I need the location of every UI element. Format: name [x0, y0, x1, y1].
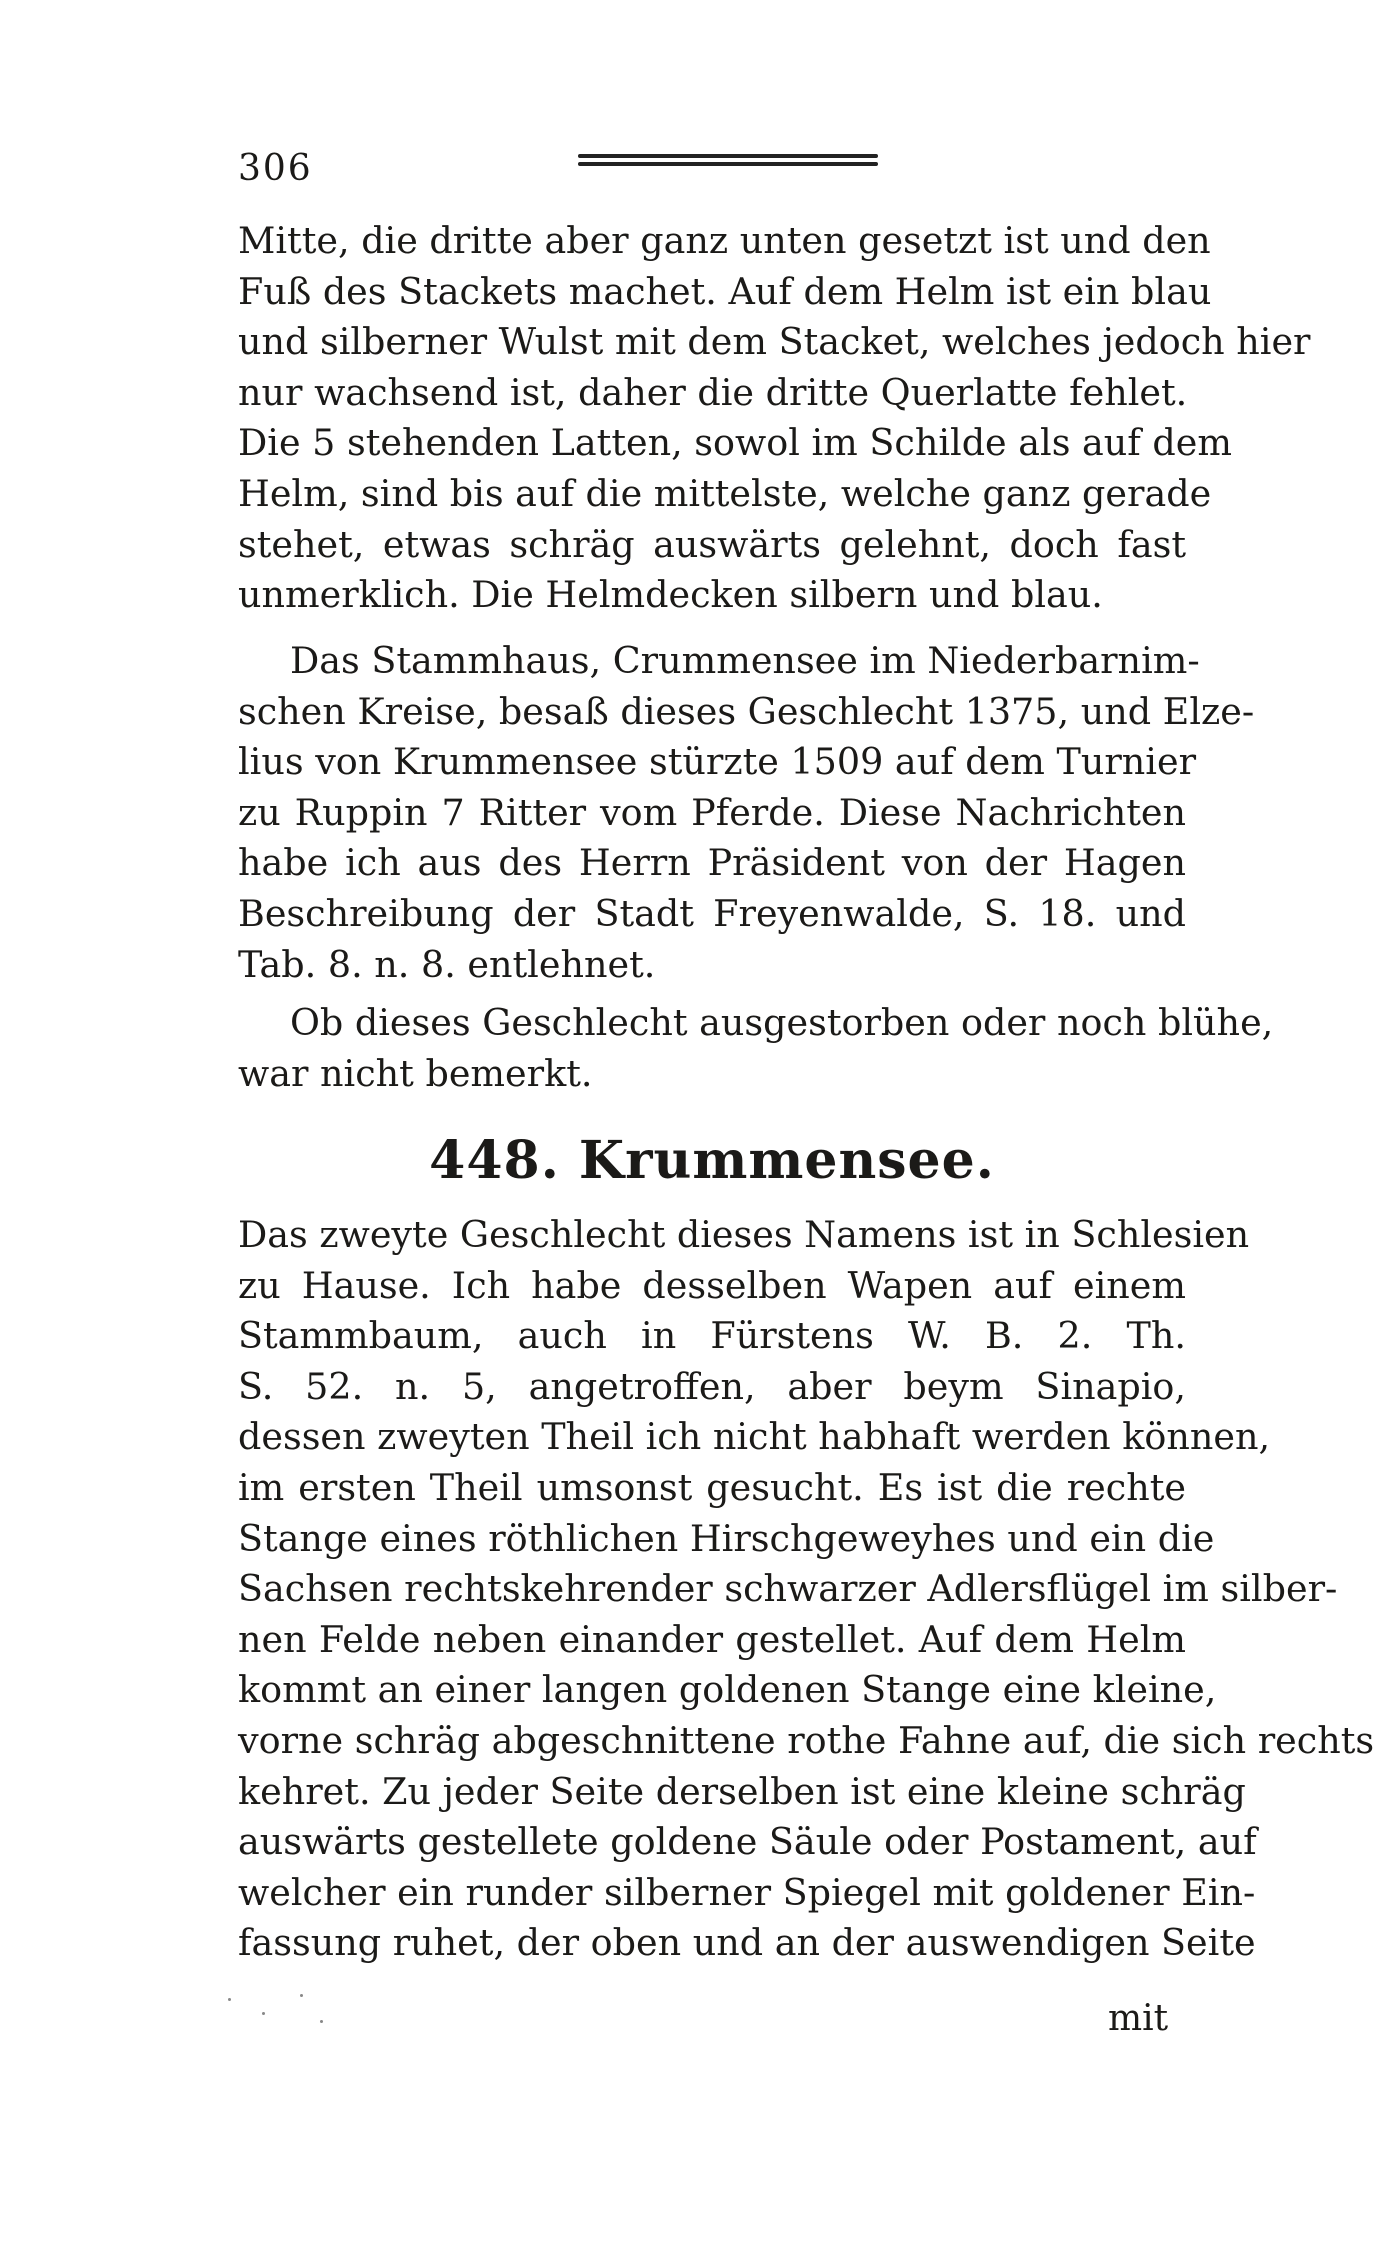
text-line: dessen zweyten Theil ich nicht habhaft werden können,: [238, 1415, 1271, 1459]
text-line: kehret. Zu jeder Seite derselben ist eine kleine schräg: [238, 1769, 1246, 1813]
text-line: nur wachsend ist, daher die dritte Querlatte fehlet.: [238, 370, 1188, 414]
text-line: zu Ruppin 7 Ritter vom Pferde. Diese Nachrichten: [238, 790, 1186, 834]
text-line: Das zweyte Geschlecht dieses Namens ist in Schlesien: [238, 1213, 1250, 1256]
text-line: kommt an einer langen goldenen Stange eine kleine,: [238, 1668, 1217, 1712]
text-line: und silberner Wulst mit dem Stacket, welches jedoch hier: [238, 320, 1311, 364]
text-line: Stange eines röthlichen Hirschgeweyhes und ein die: [238, 1516, 1215, 1560]
text-line: Stammbaum, auch in Fürstens W. B. 2. Th.: [238, 1314, 1186, 1358]
text-line: Ob dieses Geschlecht ausgestorben oder noch blühe,: [290, 1001, 1274, 1044]
text-line: Helm, sind bis auf die mittelste, welche ganz gerade: [238, 471, 1212, 515]
paragraph-1: [238, 216, 1311, 621]
page-header: [238, 140, 878, 200]
text-line: im ersten Theil umsonst gesucht. Es ist die rechte: [238, 1465, 1186, 1509]
text-line: lius von Krummensee stürzte 1509 auf dem Turnier: [238, 740, 1197, 784]
text-line: Beschreibung der Stadt Freyenwalde, S. 18. und: [238, 891, 1186, 935]
catchword: mit: [1108, 1998, 1169, 2039]
paragraph-4: [238, 1210, 1374, 1969]
text-line: vorne schräg abgeschnittene rothe Fahne auf, die sich rechts: [238, 1718, 1374, 1762]
text-line: welcher ein runder silberner Spiegel mit goldener Ein-: [238, 1870, 1256, 1914]
text-line: S. 52. n. 5, angetroffen, aber beym Sinapio,: [238, 1364, 1186, 1408]
text-line: Die 5 stehenden Latten, sowol im Schilde als auf dem: [238, 421, 1232, 465]
text-line: Das Stammhaus, Crummensee im Niederbarnim-: [290, 639, 1200, 682]
text-line: zu Hause. Ich habe desselben Wapen auf einem: [238, 1263, 1186, 1307]
page-number: 306: [238, 148, 313, 189]
text-line: war nicht bemerkt.: [238, 1051, 593, 1095]
paragraph-3: [238, 998, 1274, 1099]
text-line: Fuß des Stackets machet. Auf dem Helm ist ein blau: [238, 269, 1212, 313]
text-line: auswärts gestellete goldene Säule oder Postament, auf: [238, 1820, 1257, 1864]
text-line: Sachsen rechtskehrender schwarzer Adlersflügel im silber-: [238, 1567, 1338, 1611]
text-line: schen Kreise, besaß dieses Geschlecht 1375, und Elze-: [238, 689, 1255, 733]
text-line: habe ich aus des Herrn Präsident von der Hagen: [238, 841, 1186, 885]
text-line: unmerklich. Die Helmdecken silbern und blau.: [238, 573, 1103, 617]
header-rule-ornament: [578, 154, 878, 170]
paragraph-2: [238, 636, 1255, 990]
text-line: stehet, etwas schräg auswärts gelehnt, doch fast: [238, 522, 1186, 566]
text-line: Tab. 8. n. 8. entlehnet.: [238, 942, 656, 986]
section-heading: 448. Krummensee.: [429, 1130, 995, 1191]
text-line: nen Felde neben einander gestellet. Auf dem Helm: [238, 1617, 1186, 1661]
paper-specks: [222, 1990, 342, 2030]
text-line: fassung ruhet, der oben und an der auswendigen Seite: [238, 1921, 1256, 1965]
text-line: Mitte, die dritte aber ganz unten gesetzt ist und den: [238, 219, 1211, 262]
